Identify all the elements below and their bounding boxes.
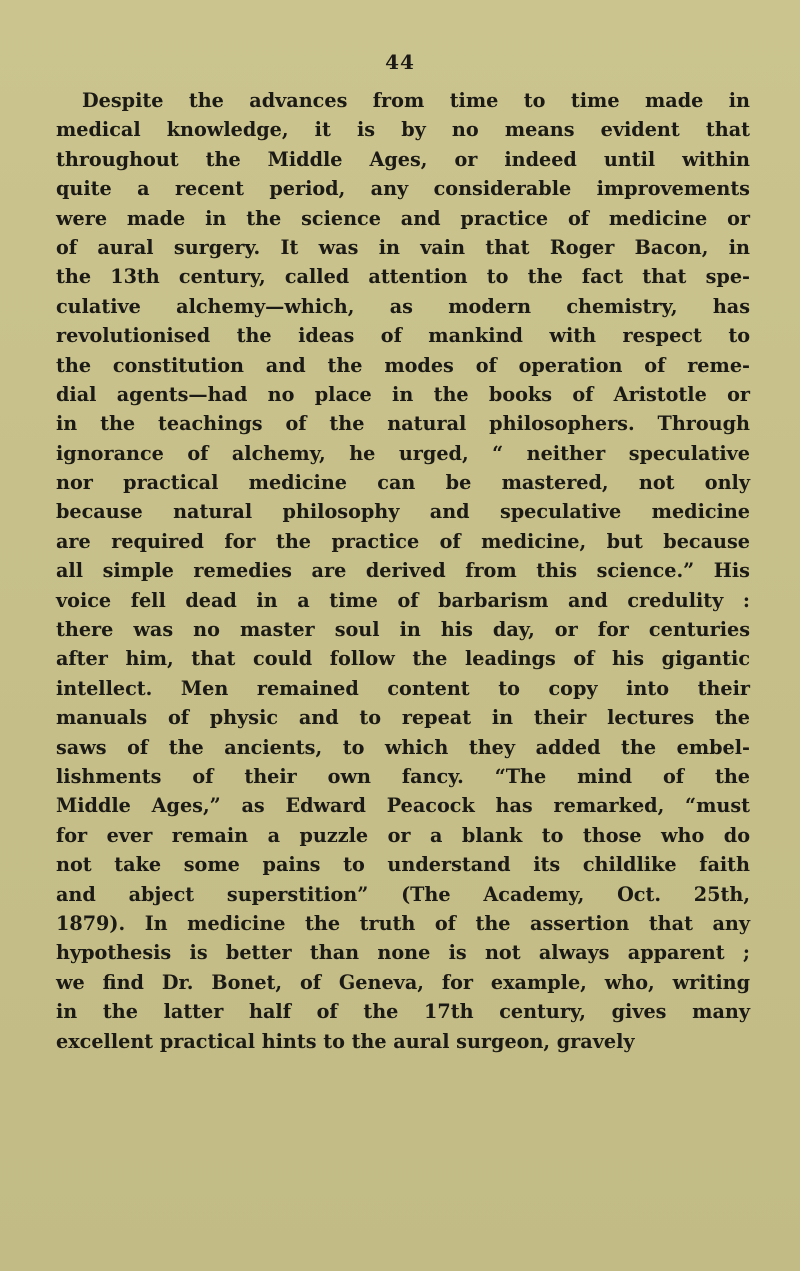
text-line: throughout the Middle Ages, or indeed until within <box>56 147 750 171</box>
text-line: excellent practical hints to the aural surgeon, gravely <box>56 1029 635 1053</box>
text-line: culative alchemy—which, as modern chemistry, has <box>56 294 750 318</box>
text-line: the constitution and the modes of operation of reme- <box>56 353 750 377</box>
text-line: are required for the practice of medicine, but because <box>56 529 750 553</box>
page-number: 44 <box>385 50 415 74</box>
text-line: medical knowledge, it is by no means evident that <box>56 118 750 142</box>
text-line: manuals of physic and to repeat in their lectures the <box>56 706 750 730</box>
text-line: lishments of their own fancy. “The mind of the <box>56 764 750 788</box>
text-line: Middle Ages,” as Edward Peacock has remarked, “must <box>56 794 750 818</box>
text-line: in the latter half of the 17th century, gives many <box>56 1000 750 1024</box>
text-line: Despite the advances from time to time made in <box>82 89 750 112</box>
text-line: ignorance of alchemy, he urged, “ neither speculative <box>56 441 750 465</box>
text-line: voice fell dead in a time of barbarism and credulity : <box>56 588 750 612</box>
text-line: all simple remedies are derived from this science.” His <box>56 559 750 583</box>
text-line: revolutionised the ideas of mankind with respect to <box>56 324 750 348</box>
text-line: and abject superstition” (The Academy, Oct. 25th, <box>56 882 750 906</box>
text-line: were made in the science and practice of medicine or <box>56 206 750 230</box>
text-line: 1879). In medicine the truth of the assertion that any <box>56 911 750 935</box>
text-line: in the teachings of the natural philosophers. Through <box>56 412 750 436</box>
text-line: the 13th century, called attention to the fact that spe- <box>56 265 750 289</box>
text-line: intellect. Men remained content to copy into their <box>56 676 750 700</box>
text-line: quite a recent period, any considerable improvements <box>56 177 750 201</box>
text-line: hypothesis is better than none is not always apparent ; <box>56 941 750 965</box>
text-line: we find Dr. Bonet, of Geneva, for example, who, writing <box>56 970 750 994</box>
text-line: for ever remain a puzzle or a blank to those who do <box>56 823 750 847</box>
body-text <box>56 86 750 1056</box>
text-line: there was no master soul in his day, or for centuries <box>56 618 750 642</box>
text-line: after him, that could follow the leadings of his gigantic <box>56 647 750 671</box>
text-line: nor practical medicine can be mastered, not only <box>56 471 750 495</box>
text-line: dial agents—had no place in the books of Aristotle or <box>56 382 750 406</box>
text-line: because natural philosophy and speculative medicine <box>56 500 750 524</box>
text-line: not take some pains to understand its childlike faith <box>56 853 750 877</box>
text-line: saws of the ancients, to which they added the embel- <box>56 735 750 759</box>
text-line: of aural surgery. It was in vain that Roger Bacon, in <box>56 235 750 259</box>
